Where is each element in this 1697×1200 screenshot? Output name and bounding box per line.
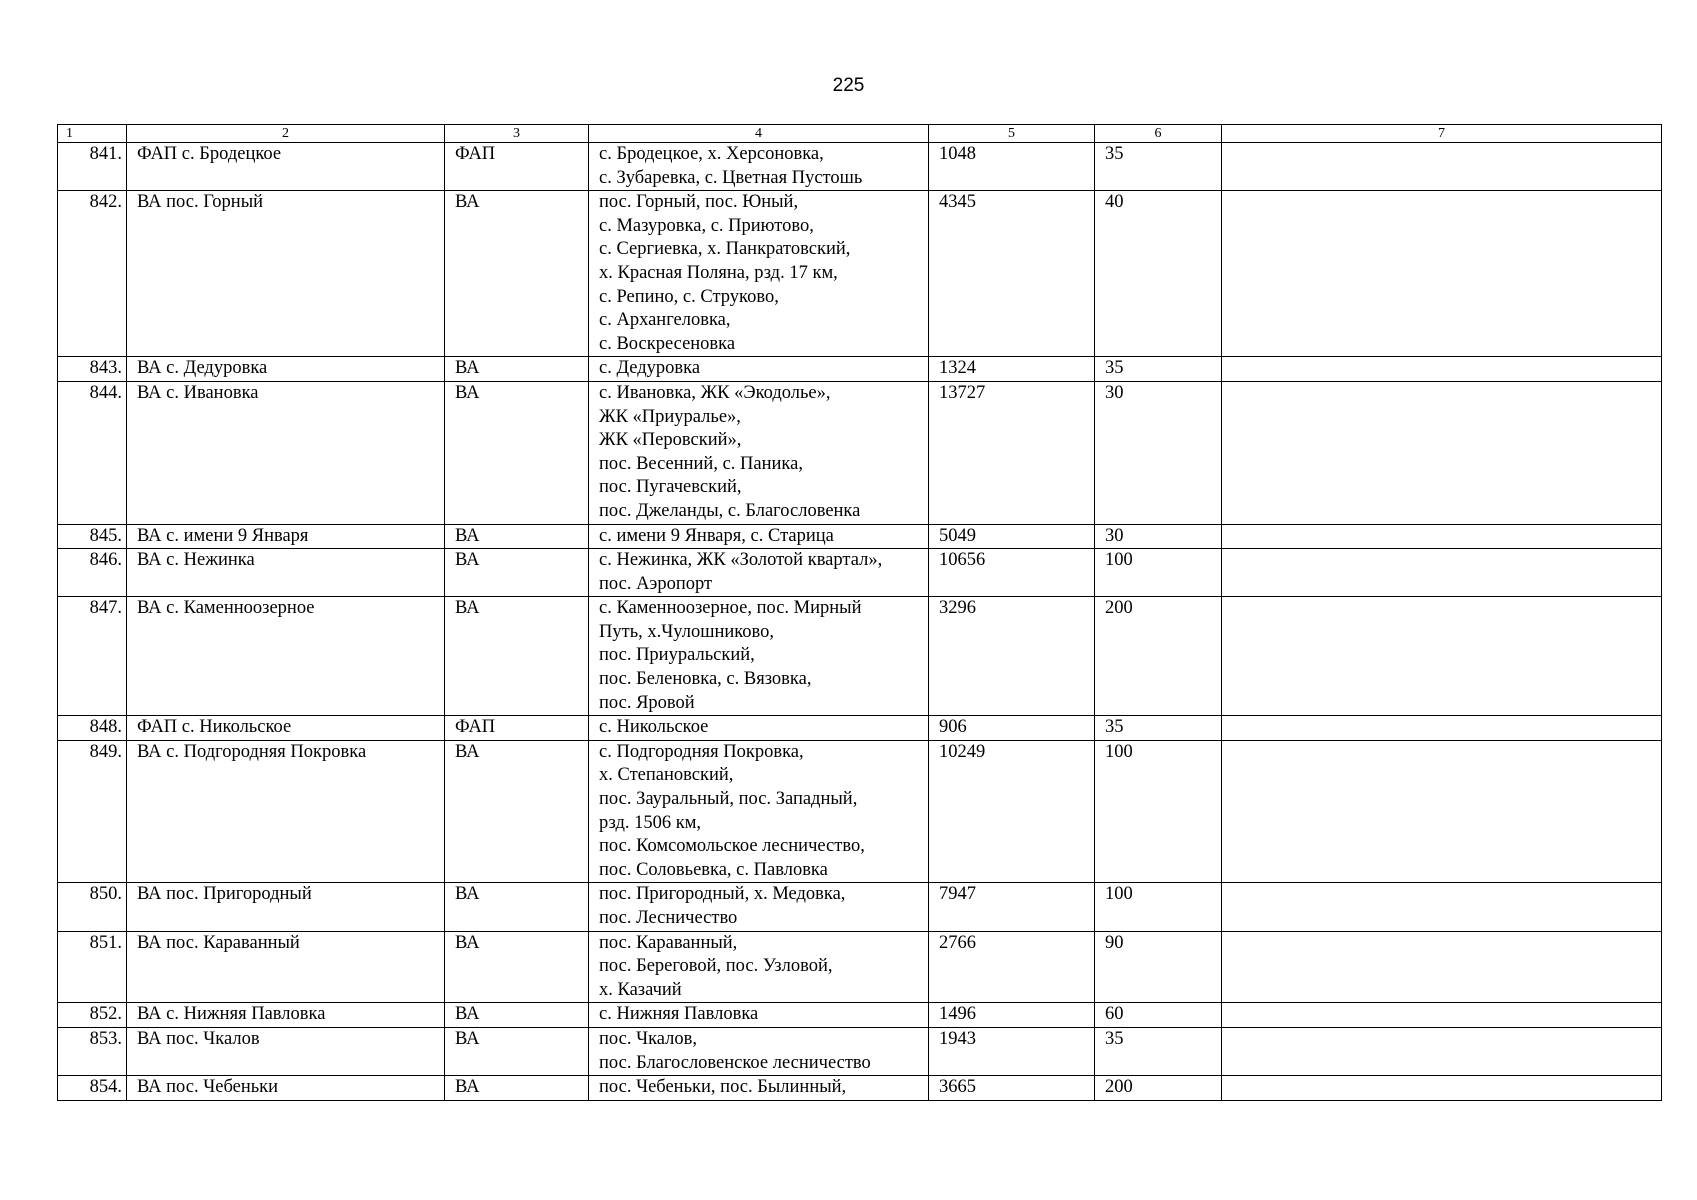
- facility-type-cell: ВА: [445, 191, 589, 357]
- facility-name-cell: ВА пос. Караванный: [127, 931, 445, 1003]
- column-5-cell: 2766: [929, 931, 1095, 1003]
- column-5-cell: 10249: [929, 740, 1095, 883]
- column-6-cell: 90: [1095, 931, 1222, 1003]
- service-area-line: пос. Чкалов,: [599, 1028, 698, 1049]
- column-7-cell: [1222, 1027, 1662, 1075]
- facility-name-cell: ФАП с. Никольское: [127, 716, 445, 741]
- service-area-line: пос. Пугачевский,: [599, 477, 742, 498]
- service-area-line: с. Нижняя Павловка: [599, 1004, 759, 1025]
- facility-name-cell: ВА пос. Чебеньки: [127, 1076, 445, 1101]
- service-area-line: с. Нежинка, ЖК «Золотой квартал»,: [599, 550, 883, 571]
- table-row: [58, 931, 1662, 1003]
- column-6-cell: 35: [1095, 143, 1222, 191]
- column-header: 2: [127, 125, 445, 143]
- service-area-line: пос. Зауральный, пос. Западный,: [599, 789, 858, 810]
- column-header: 1: [58, 125, 127, 143]
- registry-table: [57, 124, 1662, 1101]
- service-area-line: пос. Беленовка, с. Вязовка,: [599, 669, 812, 690]
- service-area-cell: [589, 1076, 929, 1101]
- facility-name-cell: ВА с. Ивановка: [127, 381, 445, 524]
- facility-name-cell: ВА пос. Пригородный: [127, 883, 445, 931]
- column-5-cell: 5049: [929, 524, 1095, 549]
- column-6-cell: 60: [1095, 1003, 1222, 1028]
- facility-name-cell: ВА с. Дедуровка: [127, 357, 445, 382]
- facility-type-cell: ФАП: [445, 143, 589, 191]
- column-5-cell: 4345: [929, 191, 1095, 357]
- column-number-row: [58, 125, 1662, 143]
- row-number-cell: 843.: [58, 357, 127, 382]
- facility-type-cell: ВА: [445, 381, 589, 524]
- service-area-line: х. Казачий: [599, 979, 682, 1000]
- column-5-cell: 1943: [929, 1027, 1095, 1075]
- service-area-cell: [589, 143, 929, 191]
- row-number-cell: 845.: [58, 524, 127, 549]
- column-5-cell: 3665: [929, 1076, 1095, 1101]
- column-5-cell: 10656: [929, 549, 1095, 597]
- column-6-cell: 100: [1095, 883, 1222, 931]
- service-area-cell: [589, 381, 929, 524]
- service-area-line: с. имени 9 Января, с. Старица: [599, 525, 834, 546]
- service-area-line: с. Сергиевка, х. Панкратовский,: [599, 239, 851, 260]
- facility-name-cell: ВА с. Подгородняя Покровка: [127, 740, 445, 883]
- column-7-cell: [1222, 883, 1662, 931]
- row-number-cell: 850.: [58, 883, 127, 931]
- service-area-line: рзд. 1506 км,: [599, 812, 702, 833]
- facility-type-cell: ВА: [445, 931, 589, 1003]
- column-5-cell: 3296: [929, 597, 1095, 716]
- facility-type-cell: ВА: [445, 1003, 589, 1028]
- column-header: 6: [1095, 125, 1222, 143]
- facility-name-cell: ФАП с. Бродецкое: [127, 143, 445, 191]
- service-area-line: с. Репино, с. Струково,: [599, 286, 779, 307]
- column-header: 7: [1222, 125, 1662, 143]
- table-row: [58, 716, 1662, 741]
- column-7-cell: [1222, 716, 1662, 741]
- service-area-line: с. Воскресеновка: [599, 333, 736, 354]
- service-area-line: х. Красная Поляна, рзд. 17 км,: [599, 262, 838, 283]
- service-area-line: пос. Джеланды, с. Благословенка: [599, 500, 861, 521]
- table-row: [58, 191, 1662, 357]
- column-7-cell: [1222, 597, 1662, 716]
- column-7-cell: [1222, 740, 1662, 883]
- service-area-cell: [589, 549, 929, 597]
- column-6-cell: 35: [1095, 716, 1222, 741]
- service-area-line: пос. Соловьевка, с. Павловка: [599, 859, 828, 880]
- service-area-cell: [589, 931, 929, 1003]
- table-body: [58, 143, 1662, 1101]
- service-area-line: пос. Чебеньки, пос. Былинный,: [599, 1077, 847, 1098]
- service-area-line: пос. Благословенское лесничество: [599, 1052, 871, 1073]
- service-area-line: пос. Весенний, с. Паника,: [599, 453, 803, 474]
- service-area-line: пос. Комсомольское лесничество,: [599, 836, 865, 857]
- service-area-line: пос. Береговой, пос. Узловой,: [599, 956, 833, 977]
- table-row: [58, 549, 1662, 597]
- row-number-cell: 847.: [58, 597, 127, 716]
- service-area-line: с. Подгородняя Покровка,: [599, 741, 804, 762]
- table-row: [58, 1003, 1662, 1028]
- column-5-cell: 13727: [929, 381, 1095, 524]
- service-area-line: с. Зубаревка, с. Цветная Пустошь: [599, 167, 863, 188]
- column-5-cell: 1324: [929, 357, 1095, 382]
- service-area-line: с. Каменноозерное, пос. Мирный: [599, 598, 862, 619]
- table-row: [58, 1076, 1662, 1101]
- service-area-line: ЖК «Перовский»,: [599, 430, 742, 451]
- row-number-cell: 851.: [58, 931, 127, 1003]
- service-area-line: с. Никольское: [599, 717, 709, 738]
- service-area-line: с. Мазуровка, с. Приютово,: [599, 215, 814, 236]
- service-area-cell: [589, 1003, 929, 1028]
- service-area-cell: [589, 597, 929, 716]
- service-area-line: пос. Пригородный, х. Медовка,: [599, 884, 846, 905]
- column-6-cell: 30: [1095, 381, 1222, 524]
- column-7-cell: [1222, 524, 1662, 549]
- column-header: 4: [589, 125, 929, 143]
- column-5-cell: 906: [929, 716, 1095, 741]
- column-7-cell: [1222, 143, 1662, 191]
- row-number-cell: 853.: [58, 1027, 127, 1075]
- service-area-line: с. Ивановка, ЖК «Экодолье»,: [599, 382, 831, 403]
- facility-name-cell: ВА с. имени 9 Января: [127, 524, 445, 549]
- row-number-cell: 846.: [58, 549, 127, 597]
- table-row: [58, 597, 1662, 716]
- facility-type-cell: ВА: [445, 1076, 589, 1101]
- facility-name-cell: ВА пос. Горный: [127, 191, 445, 357]
- service-area-line: с. Дедуровка: [599, 358, 701, 379]
- column-6-cell: 35: [1095, 357, 1222, 382]
- facility-type-cell: ВА: [445, 357, 589, 382]
- facility-name-cell: ВА пос. Чкалов: [127, 1027, 445, 1075]
- row-number-cell: 842.: [58, 191, 127, 357]
- column-6-cell: 200: [1095, 1076, 1222, 1101]
- table-row: [58, 143, 1662, 191]
- service-area-cell: [589, 883, 929, 931]
- service-area-cell: [589, 524, 929, 549]
- service-area-line: ЖК «Приуралье»,: [599, 406, 741, 427]
- table-row: [58, 1027, 1662, 1075]
- facility-type-cell: ВА: [445, 883, 589, 931]
- service-area-line: пос. Лесничество: [599, 908, 738, 928]
- row-number-cell: 849.: [58, 740, 127, 883]
- facility-name-cell: ВА с. Нижняя Павловка: [127, 1003, 445, 1028]
- facility-type-cell: ФАП: [445, 716, 589, 741]
- column-7-cell: [1222, 1003, 1662, 1028]
- service-area-line: Путь, х.Чулошниково,: [599, 621, 775, 642]
- facility-type-cell: ВА: [445, 1027, 589, 1075]
- facility-type-cell: ВА: [445, 549, 589, 597]
- service-area-line: х. Степановский,: [599, 765, 734, 786]
- service-area-line: пос. Горный, пос. Юный,: [599, 192, 799, 213]
- service-area-cell: [589, 1027, 929, 1075]
- column-7-cell: [1222, 931, 1662, 1003]
- column-6-cell: 100: [1095, 549, 1222, 597]
- column-7-cell: [1222, 381, 1662, 524]
- column-5-cell: 1048: [929, 143, 1095, 191]
- service-area-line: с. Бродецкое, х. Херсоновка,: [599, 144, 824, 164]
- facility-name-cell: ВА с. Нежинка: [127, 549, 445, 597]
- service-area-line: пос. Караванный,: [599, 932, 738, 953]
- service-area-cell: [589, 716, 929, 741]
- service-area-cell: [589, 740, 929, 883]
- table-row: [58, 524, 1662, 549]
- service-area-line: пос. Приуральский,: [599, 645, 755, 666]
- row-number-cell: 841.: [58, 143, 127, 191]
- service-area-cell: [589, 357, 929, 382]
- column-7-cell: [1222, 357, 1662, 382]
- column-5-cell: 7947: [929, 883, 1095, 931]
- column-6-cell: 30: [1095, 524, 1222, 549]
- service-area-line: пос. Яровой: [599, 692, 695, 713]
- row-number-cell: 848.: [58, 716, 127, 741]
- page-number: 225: [832, 75, 865, 96]
- table-row: [58, 883, 1662, 931]
- column-5-cell: 1496: [929, 1003, 1095, 1028]
- facility-type-cell: ВА: [445, 524, 589, 549]
- column-6-cell: 100: [1095, 740, 1222, 883]
- column-6-cell: 200: [1095, 597, 1222, 716]
- column-header: 3: [445, 125, 589, 143]
- facility-type-cell: ВА: [445, 597, 589, 716]
- row-number-cell: 852.: [58, 1003, 127, 1028]
- table-row: [58, 381, 1662, 524]
- row-number-cell: 854.: [58, 1076, 127, 1101]
- column-7-cell: [1222, 549, 1662, 597]
- service-area-line: с. Архангеловка,: [599, 310, 731, 331]
- row-number-cell: 844.: [58, 381, 127, 524]
- service-area-line: пос. Аэропорт: [599, 573, 713, 594]
- column-6-cell: 35: [1095, 1027, 1222, 1075]
- column-7-cell: [1222, 1076, 1662, 1101]
- facility-type-cell: ВА: [445, 740, 589, 883]
- column-header: 5: [929, 125, 1095, 143]
- table-row: [58, 357, 1662, 382]
- table-row: [58, 740, 1662, 883]
- facility-name-cell: ВА с. Каменноозерное: [127, 597, 445, 716]
- service-area-cell: [589, 191, 929, 357]
- column-7-cell: [1222, 191, 1662, 357]
- column-6-cell: 40: [1095, 191, 1222, 357]
